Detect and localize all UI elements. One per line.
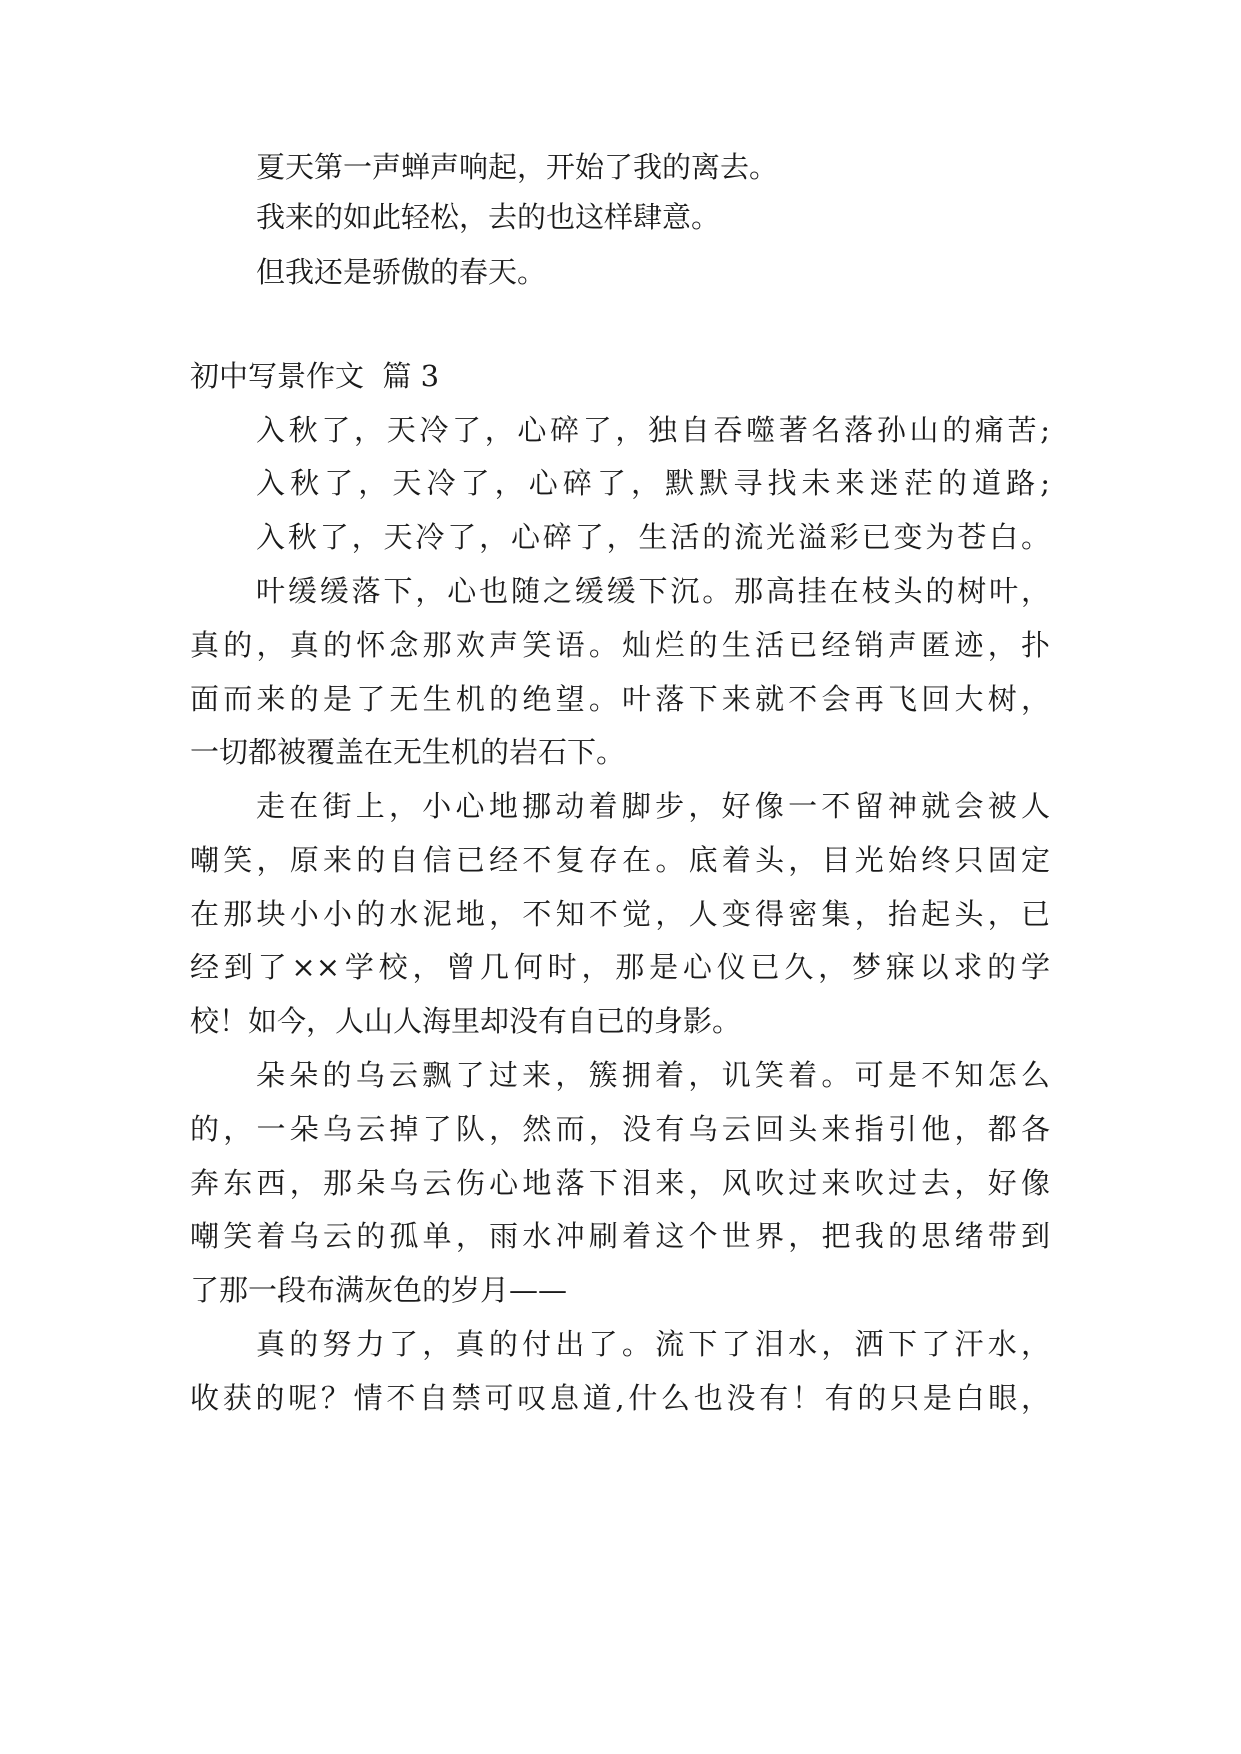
paragraph-line: 入秋了，天冷了，心碎了，默默寻找未来迷茫的道路; xyxy=(256,466,1050,500)
paragraph-line: 真的，真的怀念那欢声笑语。灿烂的生活已经销声匿迹，扑 xyxy=(190,628,1050,662)
paragraph-line: 入秋了，天冷了，心碎了，独自吞噬著名落孙山的痛苦; xyxy=(256,413,1050,447)
paragraph-line: 走在街上，小心地挪动着脚步，好像一不留神就会被人 xyxy=(256,789,1050,823)
paragraph-line: 叶缓缓落下，心也随之缓缓下沉。那高挂在枝头的树叶， xyxy=(256,574,1050,608)
paragraph-line: 在那块小小的水泥地，不知不觉，人变得密集，抬起头，已 xyxy=(190,897,1050,931)
paragraph-line: 嘲笑着乌云的孤单，雨水冲刷着这个世界，把我的思绪带到 xyxy=(190,1219,1050,1253)
paragraph-line: 奔东西，那朵乌云伤心地落下泪来，风吹过来吹过去，好像 xyxy=(190,1166,1050,1200)
intro-line-1: 夏天第一声蝉声响起，开始了我的离去。 xyxy=(256,150,779,184)
paragraph-line: 入秋了，天冷了，心碎了，生活的流光溢彩已变为苍白。 xyxy=(256,520,1050,554)
paragraph-line: 面而来的是了无生机的绝望。叶落下来就不会再飞回大树， xyxy=(190,682,1050,716)
paragraph-line: 嘲笑，原来的自信已经不复存在。底着头，目光始终只固定 xyxy=(190,843,1050,877)
paragraph-line: 经到了××学校，曾几何时，那是心仪已久，梦寐以求的学 xyxy=(190,950,1050,984)
paragraph-line: 朵朵的乌云飘了过来，簇拥着，讥笑着。可是不知怎么 xyxy=(256,1058,1050,1092)
paragraph-line: 校！如今，人山人海里却没有自已的身影。 xyxy=(190,1004,742,1038)
paragraph-line: 一切都被覆盖在无生机的岩石下。 xyxy=(190,735,626,769)
paragraph-line: 真的努力了，真的付出了。流下了泪水，洒下了汗水， xyxy=(256,1327,1050,1361)
paragraph-line: 的，一朵乌云掉了队，然而，没有乌云回头来指引他，都各 xyxy=(190,1112,1050,1146)
intro-line-2: 我来的如此轻松，去的也这样肆意。 xyxy=(256,200,721,234)
section-heading: 初中写景作文 篇 3 xyxy=(190,359,440,393)
paragraph-line: 了那一段布满灰色的岁月—— xyxy=(190,1273,568,1307)
paragraph-line: 收获的呢？情不自禁可叹息道,什么也没有！有的只是白眼， xyxy=(190,1381,1050,1415)
intro-line-3: 但我还是骄傲的春天。 xyxy=(256,255,547,289)
